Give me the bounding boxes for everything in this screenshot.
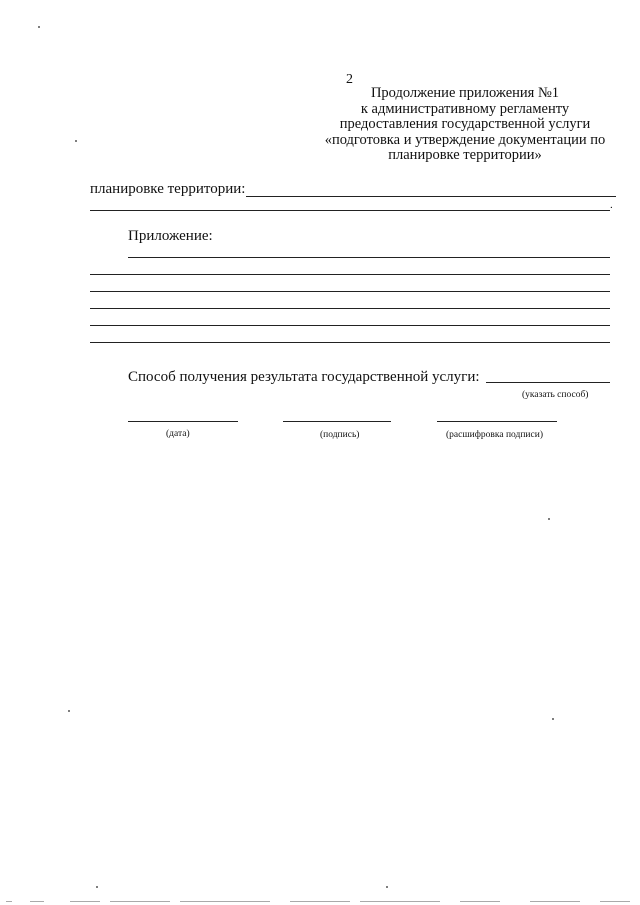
signature-line: [283, 421, 391, 422]
date-line: [128, 421, 238, 422]
scan-speck: [75, 140, 77, 142]
header-line: планировке территории»: [388, 147, 542, 163]
attachment-line: [90, 274, 610, 275]
signature-caption: (подпись): [320, 430, 360, 440]
result-method-line: [486, 382, 610, 383]
scan-speck: [38, 26, 40, 28]
planning-territory-line: [246, 196, 616, 197]
header-line: предоставления государственной услуги: [339, 116, 591, 132]
attachment-line: [90, 342, 610, 343]
attachment-label: Приложение:: [128, 228, 213, 244]
attachment-line: [90, 291, 610, 292]
attachment-line: [128, 257, 610, 258]
line-end-dot: .: [610, 199, 613, 211]
header-line: к административному регламенту: [360, 100, 570, 117]
date-caption: (дата): [166, 429, 190, 439]
page-number: 2: [346, 72, 353, 87]
scan-bottom-edge: [0, 898, 640, 905]
signature-decoding-caption: (расшифровка подписи): [446, 430, 543, 440]
scan-speck: [386, 886, 388, 888]
result-method-label: Способ получения результата государственной услуги:: [128, 369, 480, 385]
attachment-line: [90, 325, 610, 326]
result-method-hint: (указать способ): [522, 390, 589, 400]
planning-territory-label: планировке территории:: [90, 181, 246, 197]
attachment-line: [90, 308, 610, 309]
header-line: Продолжение приложения №1: [370, 85, 560, 101]
scan-speck: [68, 710, 70, 712]
scan-speck: [552, 718, 554, 720]
scan-speck: [548, 518, 550, 520]
header-line: «подготовка и утверждение документации по: [324, 131, 606, 148]
scan-speck: [96, 886, 98, 888]
signature-decoding-line: [437, 421, 557, 422]
planning-territory-line-2: [90, 210, 610, 211]
appendix-header: [300, 86, 630, 164]
